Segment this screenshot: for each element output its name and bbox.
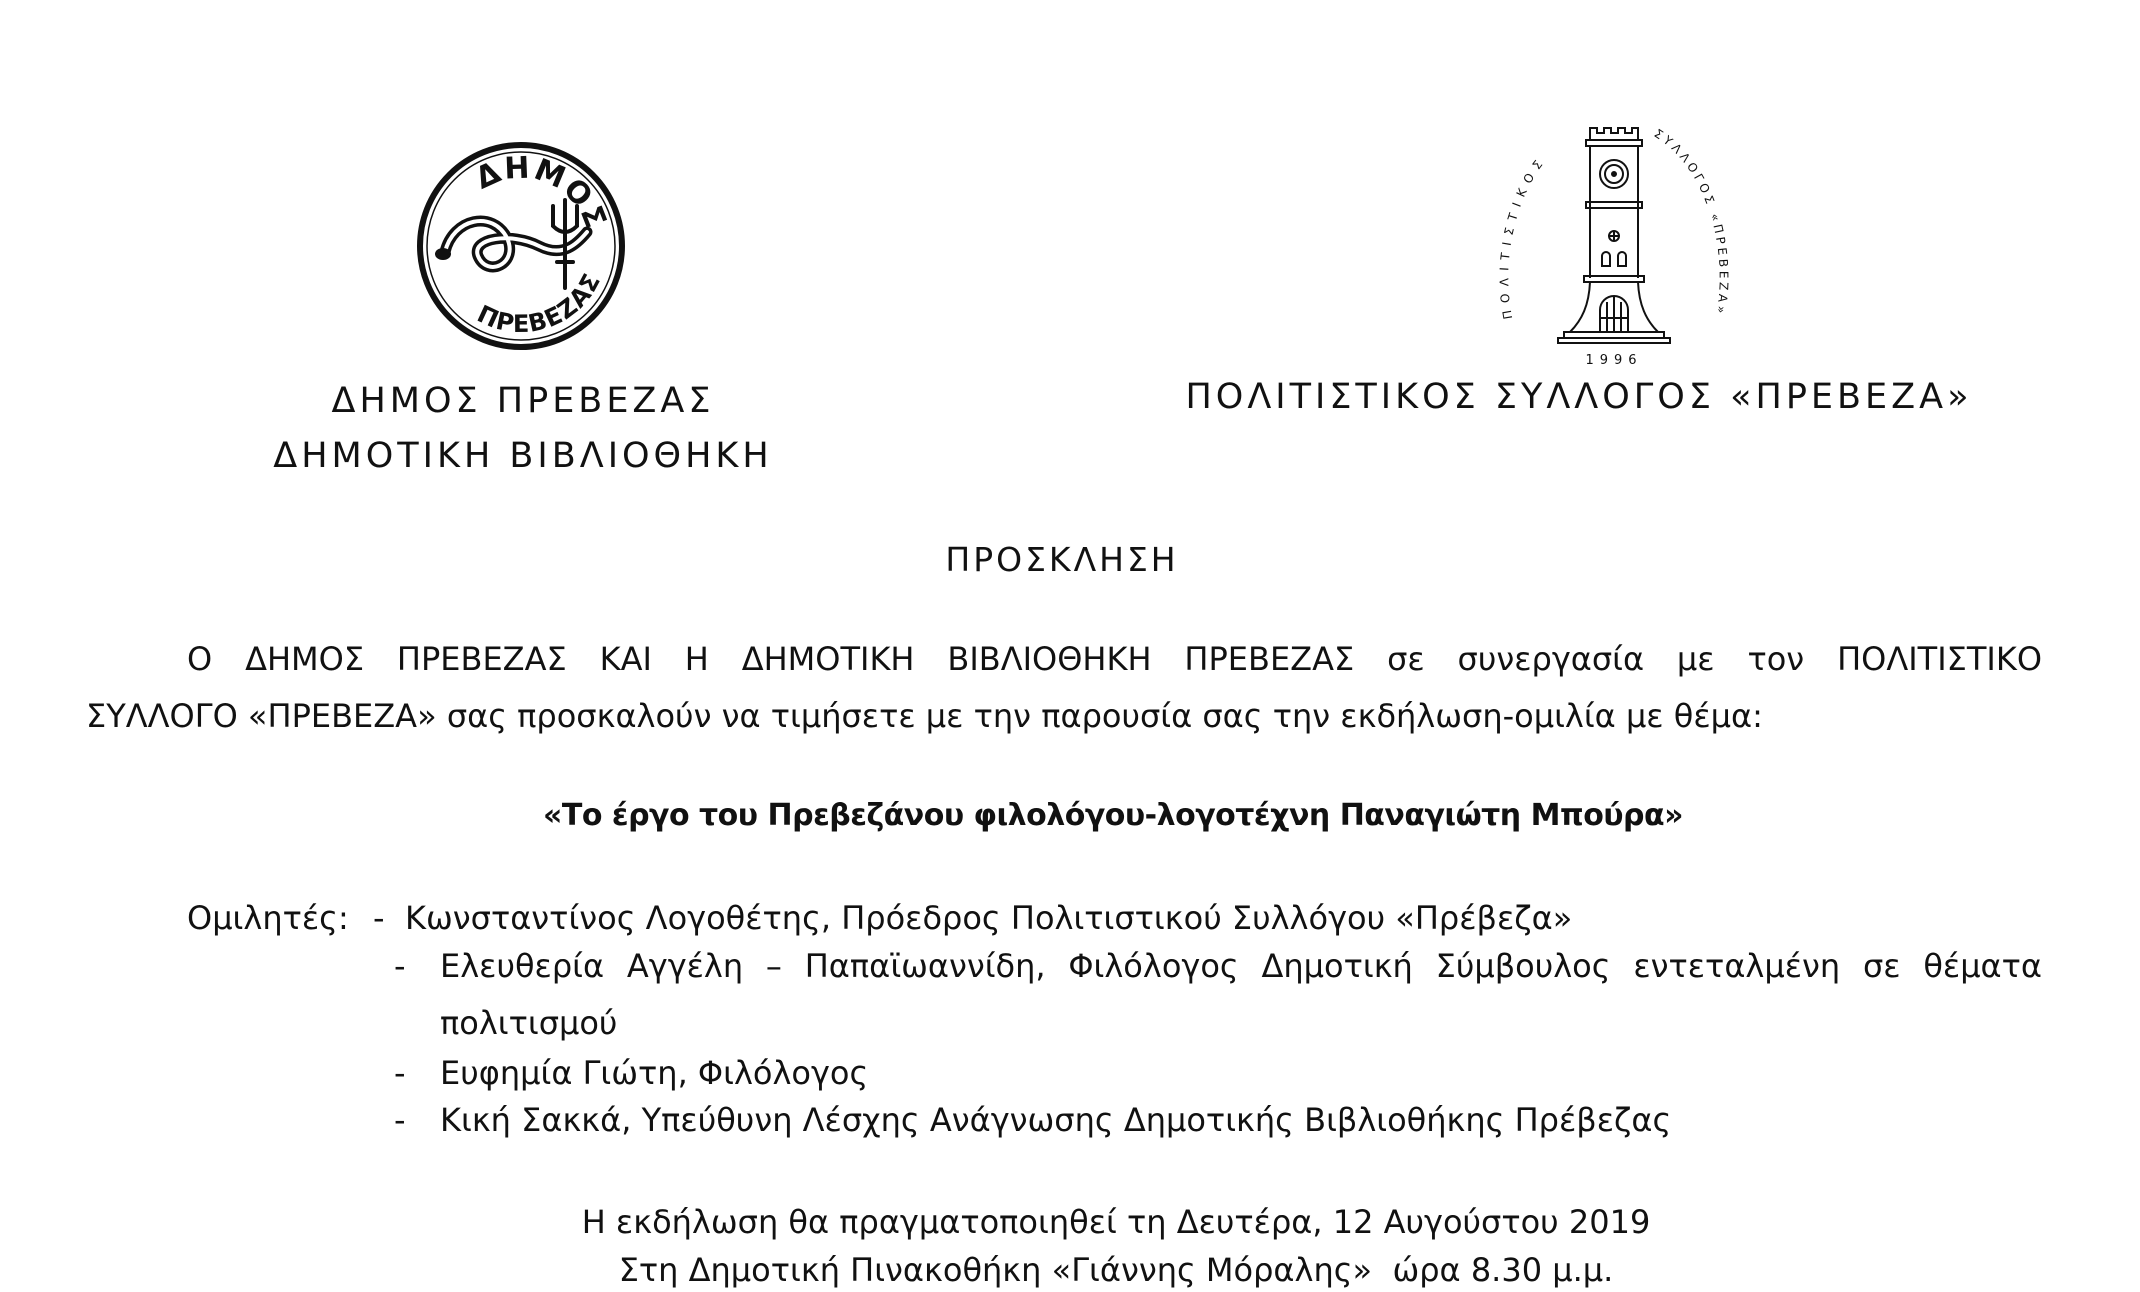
event-topic: «Το έργο του Πρεβεζάνου φιλολόγου-λογοτέχνη Παναγιώτη Μπούρα»	[542, 798, 1684, 833]
speaker-1: Κωνσταντίνος Λογοθέτης, Πρόεδρος Πολιτιστικού Συλλόγου «Πρέβεζα»	[405, 899, 1573, 937]
speaker-bullet: -	[394, 947, 406, 985]
logo-arc-text-right: ΣΥΛΛΟΓΟΣ «ΠΡΕΒΕΖΑ»	[1651, 126, 1731, 318]
logo-arc-text-left: ΠΟΛΙΤΙΣΤΙΚΟΣ	[1497, 152, 1550, 321]
clock-tower-icon	[1558, 128, 1670, 343]
left-header-subtitle: ΔΗΜΟΤΙΚΗ ΒΙΒΛΙΟΘΗΚΗ	[273, 436, 773, 476]
speaker-4: Κική Σακκά, Υπεύθυνη Λέσχης Ανάγνωσης Δημοτικής Βιβλιοθήκης Πρέβεζας	[440, 1101, 1672, 1139]
speaker-bullet: -	[373, 899, 385, 937]
invitation-heading: ΠΡΟΣΚΛΗΣΗ	[945, 540, 1179, 579]
seal-bottom-text: ΠΡΕΒΕΖΑΣ	[472, 268, 607, 339]
speaker-2-line-1: Ελευθερία Αγγέλη – Παπαϊωαννίδη, Φιλόλογος Δημοτική Σύμβουλος εντεταλμένη σε θέματα	[440, 947, 2042, 985]
intro-line-1: Ο ΔΗΜΟΣ ΠΡΕΒΕΖΑΣ ΚΑΙ Η ΔΗΜΟΤΙΚΗ ΒΙΒΛΙΟΘΗΚΗ ΠΡΕΒΕΖΑΣ σε συνεργασία με τον ΠΟΛΙΤΙΣΤΙΚΟ	[187, 640, 2042, 678]
logo-right-label	[1652, 126, 1731, 318]
municipality-seal-logo	[415, 138, 627, 354]
seal-bottom-label	[473, 268, 606, 338]
event-date: Η εκδήλωση θα πραγματοποιηθεί τη Δευτέρα, 12 Αυγούστου 2019	[581, 1203, 1651, 1241]
speakers-label: Ομιλητές:	[187, 899, 349, 937]
logo-left-label	[1497, 152, 1549, 320]
event-venue-time: Στη Δημοτική Πινακοθήκη «Γιάννης Μόραλης» ώρα 8.30 μ.μ.	[618, 1251, 1614, 1289]
seal-top-text: ΔΗΜΟΣ	[470, 150, 614, 235]
speaker-3: Ευφημία Γιώτη, Φιλόλογος	[440, 1054, 869, 1092]
speaker-bullet: -	[394, 1054, 406, 1092]
logo-year: 1996	[1585, 353, 1643, 368]
speaker-2-line-2: πολιτισμού	[440, 1004, 618, 1042]
intro-line-2: ΣΥΛΛΟΓΟ «ΠΡΕΒΕΖΑ» σας προσκαλούν να τιμήσετε με την παρουσία σας την εκδήλωση-ομιλία με θέμα:	[86, 697, 1763, 735]
right-header-title: ΠΟΛΙΤΙΣΤΙΚΟΣ ΣΥΛΛΟΓΟΣ «ΠΡΕΒΕΖΑ»	[1185, 377, 1973, 417]
speaker-bullet: -	[394, 1101, 406, 1139]
left-header-title: ΔΗΜΟΣ ΠΡΕΒΕΖΑΣ	[331, 381, 715, 421]
cultural-association-logo	[1490, 120, 1740, 370]
